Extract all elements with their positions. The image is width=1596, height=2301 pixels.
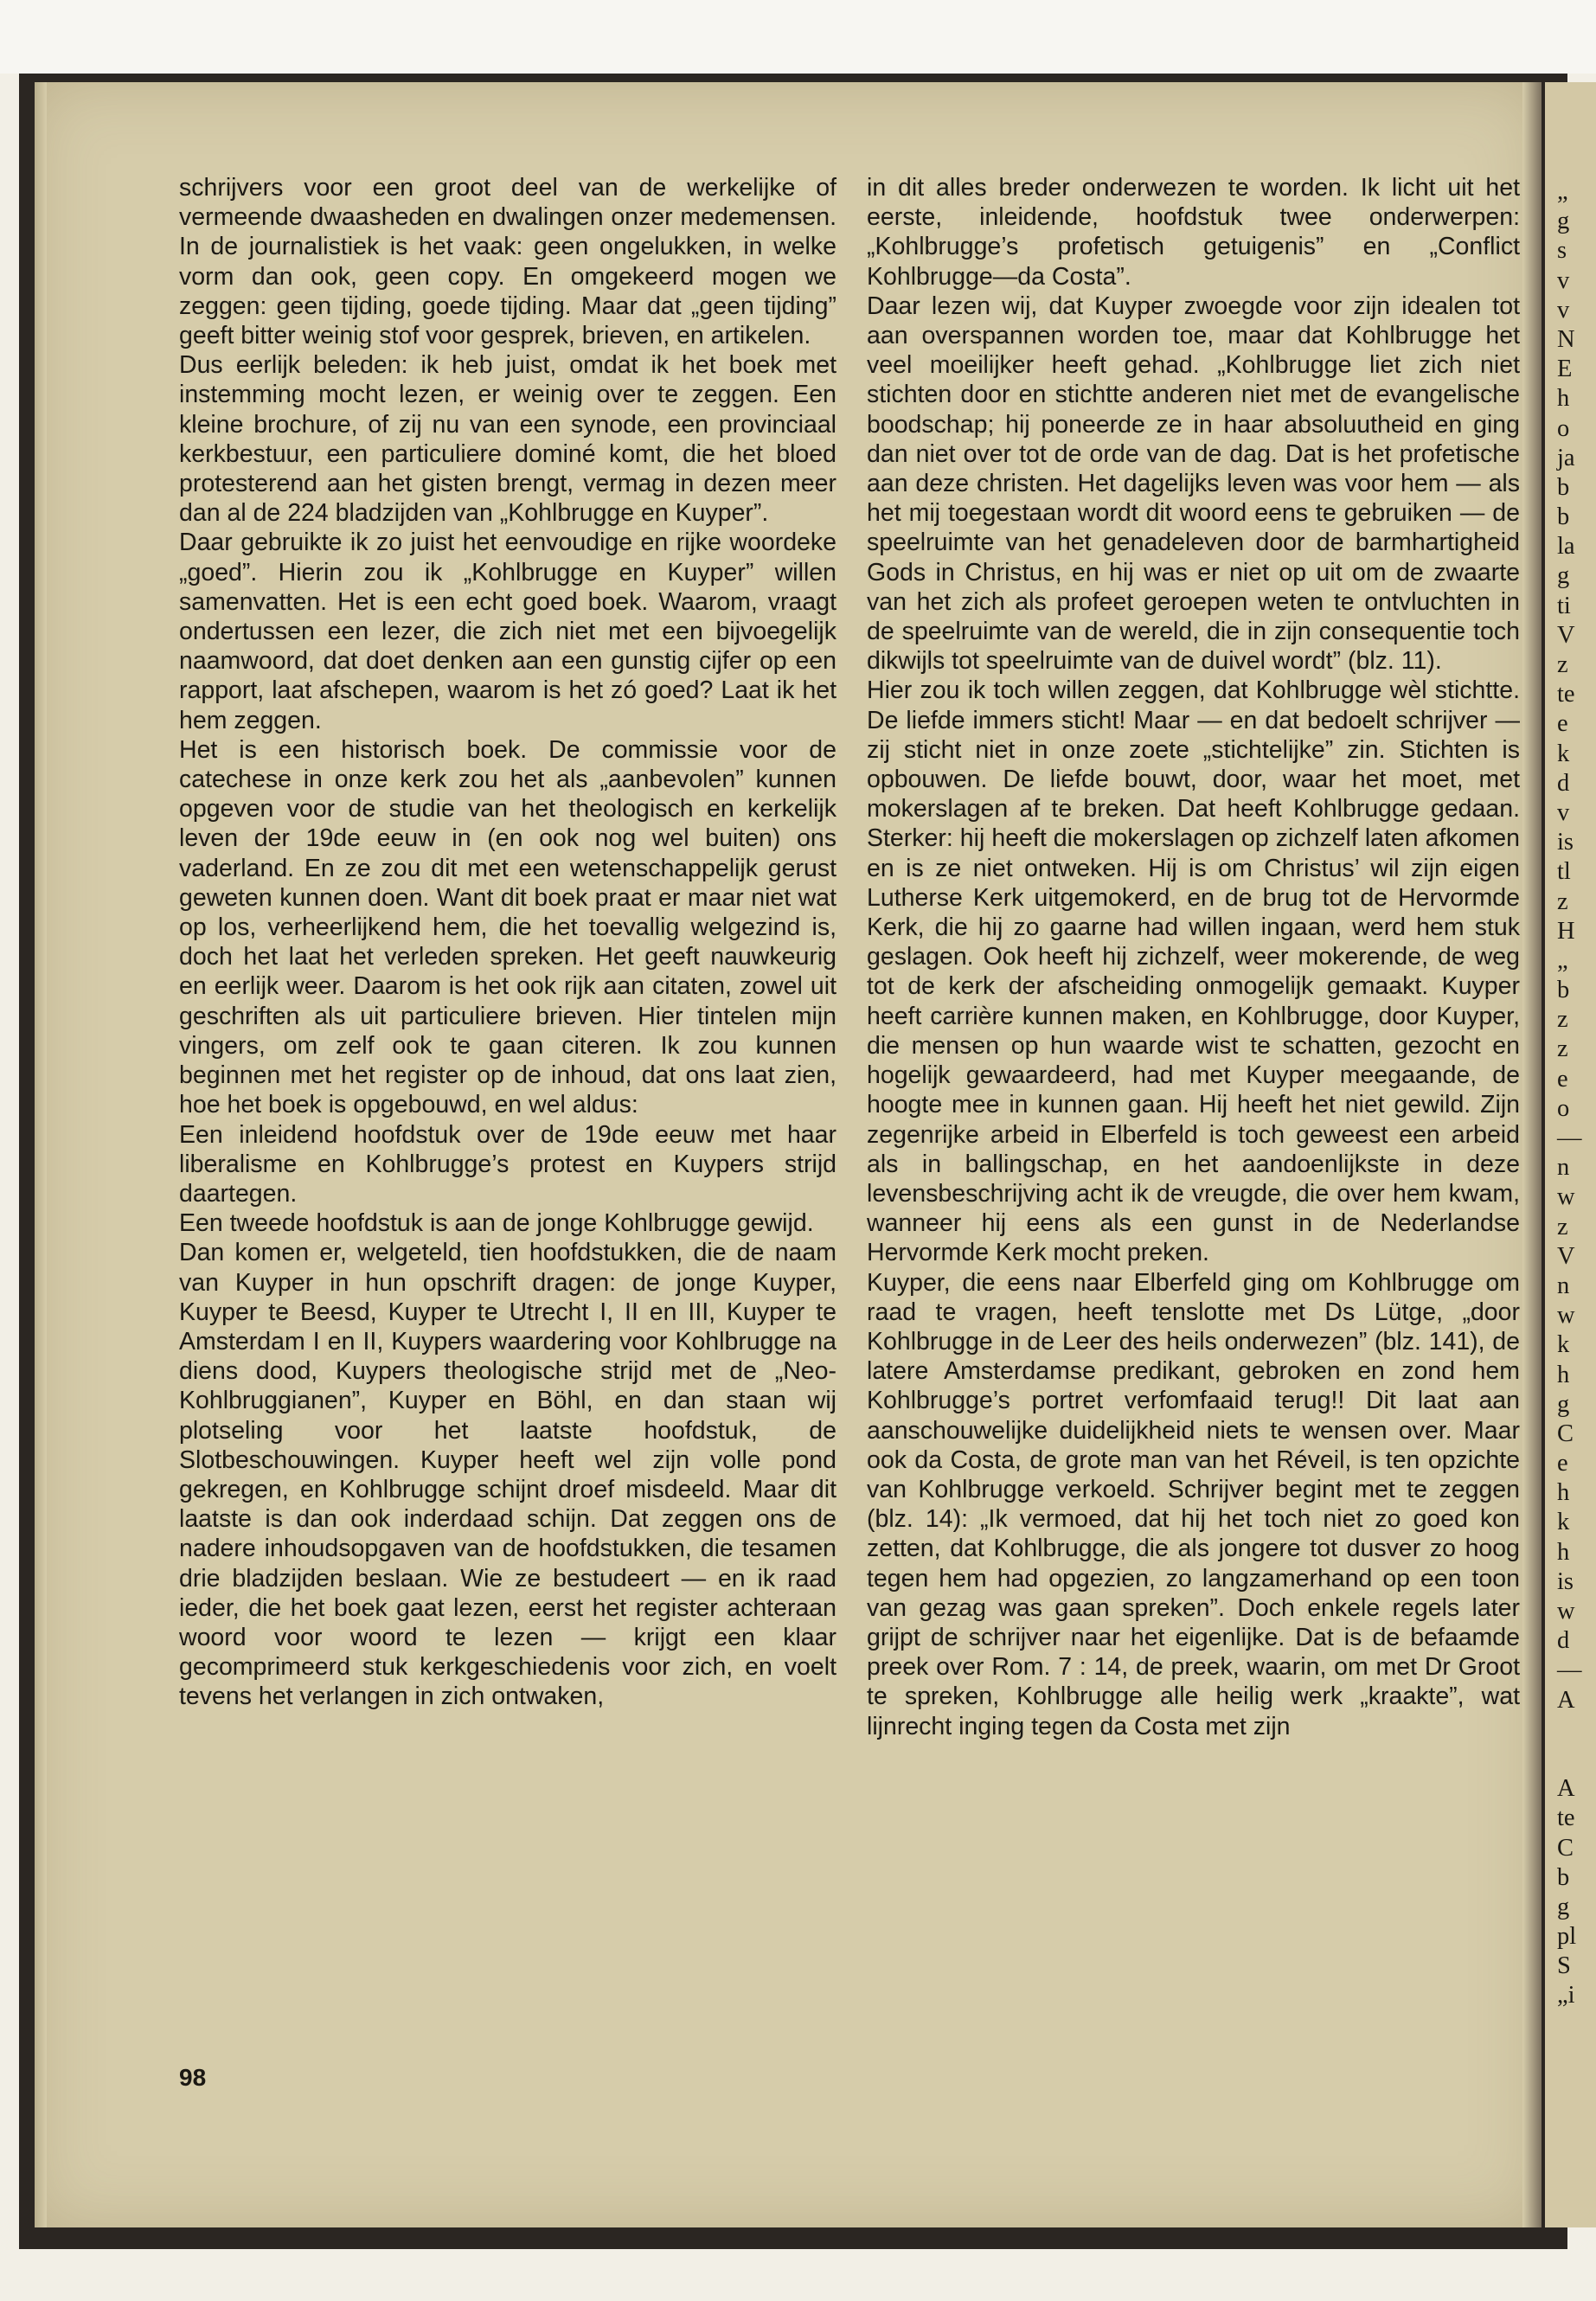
margin-fragment: v <box>1557 266 1570 294</box>
margin-fragment: pl <box>1557 1923 1577 1951</box>
page-edge <box>35 82 47 2227</box>
book-gutter <box>1522 82 1542 2227</box>
margin-fragment: b <box>1557 1863 1570 1891</box>
margin-fragment: A <box>1557 1686 1575 1714</box>
margin-fragment: z <box>1557 1213 1568 1240</box>
paragraph: Een inleidend hoofdstuk over de 19de eeuw met haar liberalisme en Kohlbrugge’s protest en Kuypers strijd daartegen. <box>179 1120 836 1208</box>
paragraph: Daar gebruikte ik zo juist het eenvoudige en rijke woordeke „goed”. Hierin zou ik „Kohlbrugge en Kuyper” willen samenvatten. Het is een echt goed boek. Waarom, vraagt ondertussen een lezer, die zich niet met een bijvoegelijk naamwoord, dat doet denken aan een gunstig cijfer op een rapport, laat afschepen, waarom is het zó goed? Laat ik het hem zeggen. <box>179 529 836 734</box>
margin-fragment: v <box>1557 798 1570 826</box>
margin-fragment: tl <box>1557 858 1571 886</box>
margin-fragment: „i <box>1557 1982 1575 2009</box>
margin-fragment: „ <box>1557 178 1568 205</box>
margin-fragment: z <box>1557 1006 1568 1034</box>
margin-fragment: V <box>1557 1242 1575 1270</box>
margin-fragment: — <box>1557 1657 1582 1684</box>
margin-fragment: n <box>1557 1154 1570 1182</box>
page-number: 98 <box>179 2064 207 2091</box>
margin-fragment: z <box>1557 651 1568 678</box>
margin-fragment: ja <box>1557 444 1575 471</box>
paragraph: Dan komen er, welgeteld, tien hoofdstukken, die de naam van Kuyper in hun opschrift dragen: de jonge Kuyper, Kuyper te Beesd, Kuyper te Utrecht I, II en III, Kuyper te Amsterdam I en II, Kuypers waardering voor Kohlbrugge na diens dood, Kuypers theologische strijd met de „Neo-Kohlbruggianen”, Kuyper en Böhl, en dan staan wij plotseling voor het laatste hoofdstuk, de Slotbeschouwingen. Kuyper heeft wel zijn volle pond gekregen, en Kohlbrugge schijnt droef misdeeld. Maar dit laatste is dan ook inderdaad schijn. Dat zeggen ons de nadere inhoudsopgaven van de hoofdstukken, die tesamen drie bladzijden beslaan. Wie ze bestudeert — en ik raad ieder, die het boek gaat lezen, eerst het register achteraan woord voor woord te lezen — krijgt een klaar gecomprimeerd stuk kerkgeschiedenis voor zich, en voelt tevens het verlangen in zich ontwaken, <box>179 1239 836 1711</box>
scan-background <box>0 0 1596 74</box>
margin-fragment: b <box>1557 977 1570 1004</box>
next-page-margin-text <box>1557 177 1596 2011</box>
margin-fragment: z <box>1557 888 1568 915</box>
margin-fragment: o <box>1557 1094 1570 1122</box>
margin-fragment: la <box>1557 533 1575 561</box>
margin-fragment: d <box>1557 1627 1570 1655</box>
margin-fragment: e <box>1557 1450 1568 1477</box>
margin-fragment: d <box>1557 769 1570 797</box>
margin-fragment: g <box>1557 562 1570 590</box>
margin-fragment: e <box>1557 1065 1568 1093</box>
margin-fragment: N <box>1557 325 1575 353</box>
margin-fragment: A <box>1557 1775 1575 1803</box>
margin-fragment: te <box>1557 681 1575 708</box>
margin-fragment: h <box>1557 1361 1570 1388</box>
margin-fragment: E <box>1557 356 1573 383</box>
paragraph: schrijvers voor een groot deel van de werkelijke of vermeende dwaasheden en dwalingen onzer medemensen. In de journalistiek is het vaak: geen ongelukken, in welke vorm dan ook, geen copy. En omgekeerd mogen we zeggen: geen tijding, goede tijding. Maar dat „geen tijding” geeft bitter weinig stof voor gesprek, brieven, en artikelen. <box>179 174 836 350</box>
margin-fragment: k <box>1557 1331 1570 1359</box>
margin-fragment: g <box>1557 1390 1570 1418</box>
margin-fragment <box>1557 1745 1596 1774</box>
margin-fragment: h <box>1557 1538 1570 1566</box>
margin-fragment: h <box>1557 1479 1570 1507</box>
margin-fragment: C <box>1557 1834 1574 1862</box>
margin-fragment: „ <box>1557 946 1568 974</box>
paragraph: Een tweede hoofdstuk is aan de jonge Kohlbrugge gewijd. <box>179 1209 814 1238</box>
margin-fragment: is <box>1557 829 1574 856</box>
margin-fragment: n <box>1557 1272 1570 1299</box>
margin-fragment: V <box>1557 621 1575 649</box>
left-column <box>179 173 836 1712</box>
paragraph: Dus eerlijk beleden: ik heb juist, omdat ik het boek met instemming mocht lezen, er weinig over te zeggen. Een kleine brochure, of zij nu van een synode, een provinciaal kerkbestuur, een particuliere dominé komt, die het bloed protesterend aan het gisten brengt, vermag in dezen meer dan al de 224 bladzijden van „Kohlbrugge en Kuyper”. <box>179 351 836 528</box>
margin-fragment: C <box>1557 1420 1574 1447</box>
margin-fragment: b <box>1557 503 1570 531</box>
margin-fragment: z <box>1557 1035 1568 1063</box>
margin-fragment: ti <box>1557 592 1571 619</box>
margin-fragment <box>1557 1715 1596 1745</box>
margin-fragment: b <box>1557 473 1570 501</box>
margin-fragment: v <box>1557 296 1570 324</box>
margin-fragment: h <box>1557 385 1570 413</box>
margin-fragment: w <box>1557 1598 1575 1625</box>
paragraph: Kuyper, die eens naar Elberfeld ging om Kohlbrugge om raad te vragen, heeft tenslotte met Ds Lütge, „door Kohlbrugge in de Leer des heils onderwezen” (blz. 141), de latere Amsterdamse predikant, gebroken en zond hem Kohlbrugge’s portret verfomfaaid terug!! Dit laat aan aanschouwelijke duidelijkheid niets te wensen over. Maar ook da Costa, de grote man van het Réveil, is ten opzichte van Kohlbrugge verkoeld. Schrijver begint met te zeggen (blz. 14): „Ik vermoed, dat hij het toch niet zo goed kon zetten, dat Kohlbrugge, die als jongere tot dusver zo hoog tegen hem had opgezien, zo langzamerhand op een toon van gezag was gaan spreken”. Doch enkele regels later grijpt de schrijver naar het eigenlijke. Dat is de befaamde preek over Rom. 7 : 14, de preek, waarin, om met Dr Groot te spreken, Kohlbrugge alle heilig werk „kraakte”, wat lijnrecht inging tegen da Costa met zijn <box>867 1268 1520 1740</box>
margin-fragment: k <box>1557 740 1570 767</box>
paragraph: in dit alles breder onderwezen te worden. Ik licht uit het eerste, inleidende, hoofdstuk twee onderwerpen: „Kohlbrugge’s profetisch getuigenis” en „Conflict Kohlbrugge—da Costa”. <box>867 174 1520 291</box>
margin-fragment: is <box>1557 1567 1574 1595</box>
margin-fragment: e <box>1557 710 1568 738</box>
margin-fragment: te <box>1557 1804 1575 1832</box>
right-column <box>867 173 1520 1741</box>
margin-fragment: k <box>1557 1509 1570 1536</box>
paragraph: Daar lezen wij, dat Kuyper zwoegde voor zijn idealen tot aan overspannen worden toe, maar dat Kohlbrugge het veel moeilijker heeft gehad. „Kohlbrugge liet zich niet stichten door en stichtte anderen niet met de evangelische boodschap; hij poneerde ze in haar absoluutheid en ging dan niet over tot de orde van de dag. Dat is het profetische aan deze christen. Het dagelijks leven was voor hem — als het mij toegestaan wordt dit woord eens te gebruiken — de speelruimte van het genadeleven door de barmhartigheid Gods in Christus, en hij was er niet op uit om de zwaarte van het zich als profeet geroepen weten te ontvluchten in de speelruimte van de wereld, die in zijn consequentie toch dikwijls tot speelruimte van de duivel wordt” (blz. 11). <box>867 292 1520 676</box>
margin-fragment: w <box>1557 1183 1575 1211</box>
margin-fragment: s <box>1557 237 1567 265</box>
margin-fragment: w <box>1557 1302 1575 1330</box>
margin-fragment: — <box>1557 1125 1582 1151</box>
margin-fragment: g <box>1557 208 1570 235</box>
margin-fragment: H <box>1557 917 1575 945</box>
paragraph: Hier zou ik toch willen zeggen, dat Kohlbrugge wèl stichtte. De liefde immers sticht! Maar — en dat bedoelt schrijver — zij sticht niet in onze zoete „stichtelijke” zin. Stichten is opbouwen. De liefde bouwt, door, waar het moet, met mokerslagen af te breken. Dat heeft Kohlbrugge gedaan. Sterker: hij heeft die mokerslagen op zichzelf laten afkomen en is ze niet ontweken. Hij is om Christus’ wil zijn eigen Lutherse Kerk uitgemokerd, en de brug tot de Hervormde Kerk, die hij zo gaarne had willen ingaan, werd hem stuk geslagen. Ook heeft hij zichzelf, weer mokerende, de weg tot de kerk der afscheiding onmogelijk gemaakt. Kuyper heeft carrière kunnen maken, en Kohlbrugge, door Kuyper, die mensen op hun waarde wist te schatten, gezocht en hogelijk gewaardeerd, had met Kuyper meegaande, de hoogte mee in kunnen gaan. Hij heeft het niet gewild. Zijn zegenrijke arbeid in Elberfeld is toch geweest een arbeid als in ballingschap, en het aandoenlijkste in deze levensbeschrijving acht ik de vreugde, die over hem kwam, wanneer hij eens als een gunst in de Nederlandse Hervormde Kerk mocht preken. <box>867 676 1520 1267</box>
margin-fragment: o <box>1557 414 1570 442</box>
margin-fragment: g <box>1557 1893 1570 1920</box>
paragraph: Het is een historisch boek. De commissie voor de catechese in onze kerk zou het als „aanbevolen” kunnen opgeven voor de studie van het theologisch en kerkelijk leven der 19de eeuw in (en ook nog wel buiten) ons vaderland. En ze zou dit met een wetenschappelijk gerust geweten kunnen doen. Want dit boek praat er maar niet wat op los, verheerlijkend hem, die het toevallig welgezind is, doch het laat het verleden spreken. Het geeft nauwkeurig en eerlijk weer. Daarom is het ook rijk aan citaten, zowel uit geschriften als uit particuliere brieven. Hier tintelen mijn vingers, om zelf ook te gaan citeren. Ik zou kunnen beginnen met het register op de inhoud, dat ons laat zien, hoe het boek is opgebouwd, en wel aldus: <box>179 735 836 1119</box>
margin-fragment: S <box>1557 1952 1571 1980</box>
